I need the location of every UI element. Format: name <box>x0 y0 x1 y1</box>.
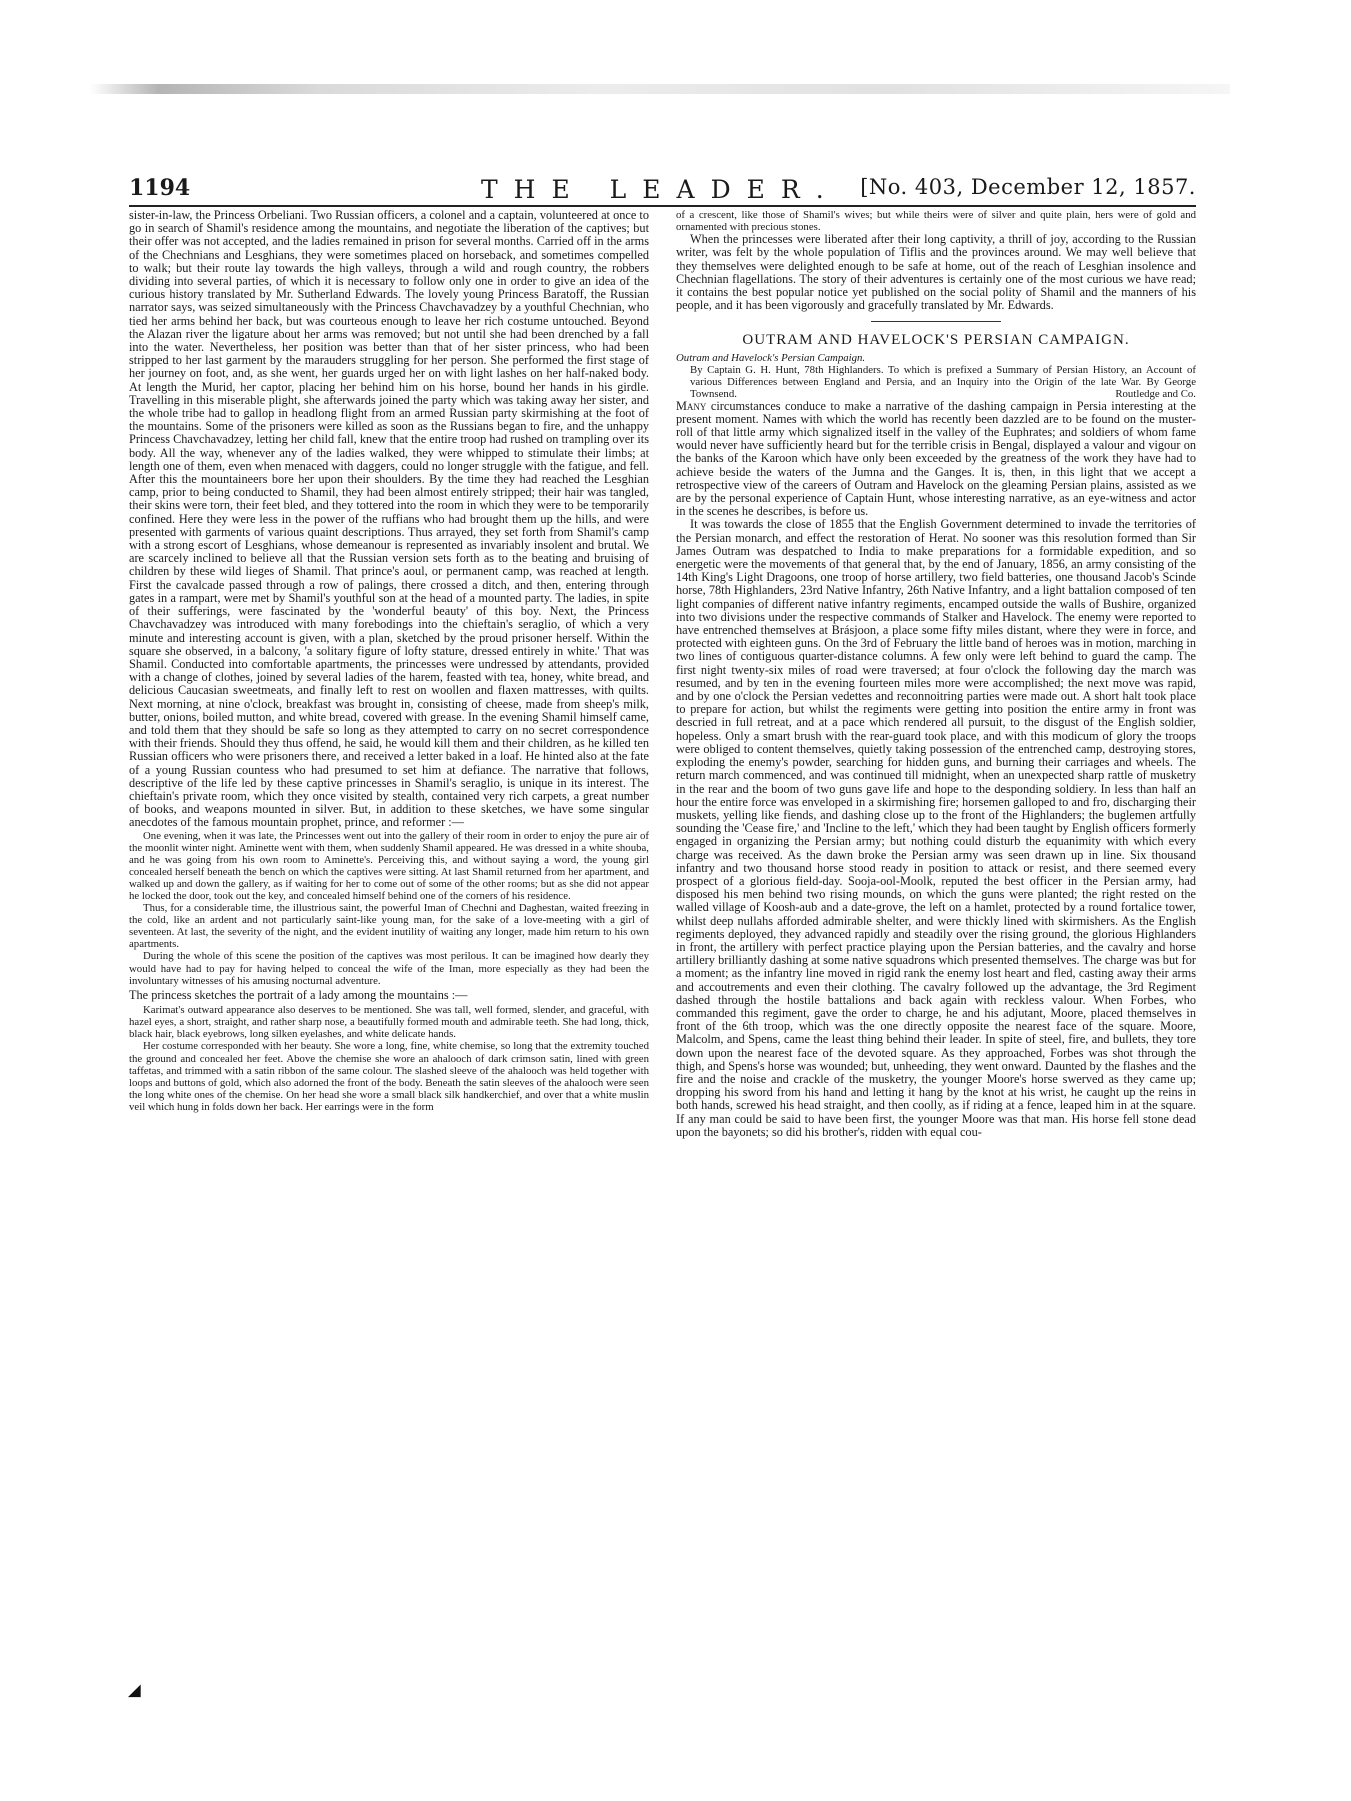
masthead <box>129 175 1196 205</box>
citation-publisher: Routledge and Co. <box>1115 387 1196 400</box>
newspaper-title: THE LEADER. <box>481 175 840 204</box>
scan-artifact <box>90 84 1230 94</box>
section-divider <box>871 321 1001 322</box>
karimat-quote <box>129 1004 649 1113</box>
opening-word: Many <box>676 398 707 413</box>
citation-details: By Captain G. H. Hunt, 78th Highlanders. To which is prefixed a Summary of Persian History, an Account of various Differences between England and Persia, and an Inquiry into the Origin of the late War. By George Townsend. <box>690 363 1196 400</box>
quote-continuation-text: of a crescent, like those of Shamil's wives; but while theirs were of silver and quite plain, hers were of gold and ornamented with precious stones. <box>676 209 1196 234</box>
article-paragraph-1 <box>676 400 1196 519</box>
quote-paragraph-2: Thus, for a considerable time, the illustrious saint, the powerful Iman of Chechni and Daghestan, waited freezing in the cold, like an ardent and not particularly saint-like young man, for the sake of a love-meeting with a girl of seventeen. At last, the severity of the night, and the evident inutility of waiting any longer, made him return to his own apartments. <box>129 902 649 951</box>
shamil-quote <box>129 830 649 987</box>
book-citation <box>676 352 1196 400</box>
citation-book-title: Outram and Havelock's Persian Campaign. <box>676 351 866 364</box>
left-paragraph-1: sister-in-law, the Princess Orbeliani. Two Russian officers, a colonel and a captain, volunteered at once to go in search of Shamil's residence among the mountains, and negotiate the liberation of the captives; but their offer was not accepted, and the ladies remained in prison for several months. Carried off in the arms of the Chechnians and Lesghians, they were sometimes placed on horseback, and sometimes compelled to walk; but their route lay towards the high valleys, through a wild and rough country, the robbers dividing into several parties, of which it is necessary to follow only one in order to give an idea of the curious history translated by Mr. Sutherland Edwards. The lovely young Princess Baratoff, the Russian narrator says, was seized simultaneously with the Princess Chavchavadzey by a youthful Chechnian, who tied her arms behind her back, but was courteous enough to leave her rich costume untouched. Beyond the Alazan river the ligature about her arms was removed; but not until she had been drenched by a fall into the water. Nevertheless, her position was better than that of her sister princess, who had been stripped to her last garment by the marauders struggling for her person. She performed the first stage of her journey on foot, and, as she went, her guards urged her on with light lashes on her half-naked body. At length the Murid, her captor, placing her behind him on his horse, bound her hands in his girdle. Travelling in this miserable plight, she afterwards joined the party which was taking away her sister, and the whole tribe had to gallop in headlong flight from an armed Russian party skirmishing at the foot of the mountains. Some of the prisoners were killed as soon as the Russians began to fire, and the unhappy Princess Chavchavadzey, letting her child fall, knew that the entire troop had rushed on trampling over its body. All the way, whenever any of the ladies walked, they were whipped to stimulate their limbs; at length one of them, even when menaced with daggers, could no longer struggle with the fatigue, and fell. After this the mountaineers bore her upon their shoulders. By the time they had reached the Lesghian camp, prior to being conducted to Shamil, they had been almost entirely stripped; their hair was tangled, their skins were torn, their feet bled, and they tottered into the room in which they were to be temporarily confined. Here they were less in the power of the ruffians who had brought them up the hills, and were presented with garments of various quaint descriptions. Thus arrayed, they set forth from Shamil's camp with a strong escort of Lesghians, whose demeanour is represented as invariably insolent and brutal. We are scarcely inclined to believe all that the Russian version sets forth as to the beating and bruising of children by these wild lieges of Shamil. That prince's aoul, or permanent camp, was reached at length. First the cavalcade passed through a row of palings, there crossed a ditch, and then, entering through gates in a rampart, were met by Shamil's youthful son at the head of a mounted party. The ladies, in spite of their sufferings, were fascinated by the 'wonderful beauty' of this boy. Next, the Princess Chavchavadzey was introduced with many forebodings into the chieftain's seraglio, of which a very minute and interesting account is given, with a plan, sketched by the proud prisoner herself. Within the square she observed, in a balcony, 'a solitary figure of lofty stature, dressed entirely in white.' That was Shamil. Conducted into comfortable apartments, the princesses were undressed by attendants, provided with a change of clothes, joined by several ladies of the harem, feasted with tea, honey, white bread, and delicious Caucasian sweetmeats, and finally left to rest on woollen and flaxen mattresses, with quilts. Next morning, at nine o'clock, breakfast was brought in, consisting of cheese, made from sheep's milk, butter, onions, boiled mutton, and white bread, covered with grease. In the evening Shamil himself came, and told them that they should be safe so long as they attempted to carry on no secret correspondence with their friends. Should they thus offend, he said, he would kill them and their children, as he killed ten Russian officers who were prisoners there, and received a letter baked in a loaf. He hinted also at the fate of a young Russian countess who had presumed to set him at defiance. The narrative that follows, descriptive of the life led by these captive princesses in Shamil's seraglio, is unique in its interest. The chieftain's private room, which they once visited by stealth, contained very rich carpets, a great number of books, and weapons mounted in silver. But, in addition to these sketches, we have some singular anecdotes of the famous mountain prophet, prince, and reformer :— <box>129 208 649 830</box>
quote-paragraph-5: Her costume corresponded with her beauty. She wore a long, fine, white chemise, so long that the extremity touched the ground and concealed her feet. Above the chemise she wore an ahalooch of dark crimson satin, lined with green taffetas, and trimmed with a satin ribbon of the same colour. The slashed sleeve of the ahalooch was held together with loops and buttons of gold, which also adorned the front of the body. Beneath the satin sleeves of the ahalooch were seen the long white ones of the chemise. On her head she wore a small black silk handkerchief, and over that a white muslin veil which hung in folds down her back. Her earrings were in the form <box>129 1040 649 1113</box>
article-headline: OUTRAM AND HAVELOCK'S PERSIAN CAMPAIGN. <box>742 332 1130 349</box>
quote-paragraph-3: During the whole of this scene the position of the captives was most perilous. It can be imagined how dearly they would have had to pay for having helped to conceal the wife of the Iman, more especially as they had been the involuntary witnesses of his amusing nocturnal adventure. <box>129 950 649 987</box>
left-column <box>129 209 649 1113</box>
closing-paragraph: When the princesses were liberated after their long captivity, a thrill of joy, according to the Russian writer, was felt by the whole population of Tiflis and the provinces around. We may well believe that they themselves were delighted enough to be safe at home, out of the reach of Lesghian insolence and Chechnian flagellations. The story of their adventures is certainly one of the most curious we have read; it contains the best popular notice yet published on the social polity of Shamil and the manners of his people, and it has been vigorously and gracefully translated by Mr. Edwards. <box>676 232 1196 313</box>
corner-mark <box>128 1684 147 1703</box>
masthead-rule <box>129 205 1196 207</box>
quote-paragraph-4: Karimat's outward appearance also deserves to be mentioned. She was tall, well formed, slender, and graceful, with hazel eyes, a short, straight, and rather sharp nose, a beautifully formed mouth and admirable teeth. She had long, thick, black hair, black eyebrows, long silken eyelashes, and white delicate hands. <box>129 1004 649 1041</box>
right-column <box>676 209 1196 1139</box>
quote-paragraph-1: One evening, when it was late, the Princesses went out into the gallery of their room in order to enjoy the pure air of the moonlit winter night. Aminette went with them, when suddenly Shamil appeared. He was dressed in a white shouba, and he was going from his own room to Aminette's. Perceiving this, and without saying a word, the young girl concealed herself beneath the bench on which the captives were sitting. At last Shamil returned from her apartment, and walked up and down the gallery, as if waiting for her to come out of some of the other rooms; but as she did not appear he locked the door, took out the key, and concealed himself behind one of the corners of his residence. <box>129 829 649 903</box>
karimat-lead-in: The princess sketches the portrait of a lady among the mountains :— <box>129 987 468 1002</box>
issue-line: [No. 403, December 12, 1857. <box>860 175 1196 199</box>
article-paragraph-2: It was towards the close of 1855 that the English Government determined to invade the territories of the Persian monarch, and effect the restoration of Herat. No sooner was this resolution formed than Sir James Outram was despatched to India to make preparations for a formidable expedition, and so energetic were the movements of that general that, by the end of January, 1856, an army consisting of the 14th King's Light Dragoons, one troop of horse artillery, two field batteries, one thousand Jacob's Scinde horse, 78th Highlanders, 23rd Native Infantry, 26th Native Infantry, and a light battalion composed of ten light companies of different native infantry regiments, encamped outside the walls of Bushire, organized into two divisions under the respective commands of Stalker and Havelock. The enemy were reported to have entrenched themselves at Brásjoon, a place some fifty miles distant, where they were in force, and protected with eighteen guns. On the 3rd of February the little band of heroes was in motion, marching in two lines of contiguous quarter-distance columns. A few only were left behind to guard the camp. The first night twenty-six miles of road were traversed; at four o'clock the following day the march was resumed, and by ten in the evening fourteen miles more were accomplished; the next move was rapid, and by one o'clock the Persian vedettes and reconnoitring parties were made out. A short halt took place to prepare for action, but whilst the regiments were getting into position the entire army in front was descried in full retreat, and at a pace which rendered all pursuit, to the disgust of the English soldier, hopeless. Only a smart brush with the rear-guard took place, and with this modicum of glory the troops were obliged to content themselves, quietly taking possession of the entrenched camp, destroying stores, exploding the enemy's powder, searching for hidden guns, and burning their carriages and wheels. The return march commenced, and was continued till midnight, when an unexpected sharp rattle of musketry in the rear and the boom of two guns gave life and hope to the desponding soldiery. In less than half an hour the entire force was enveloped in a skirmishing fire; horsemen galloped to and fro, discharging their muskets, yelling like fiends, and dashing close up to the front of the Highlanders; the buglemen artfully sounding the 'Cease fire,' and 'Incline to the left,' which they had been taught by English officers formerly engaged in organizing the Persian army; but nothing could disturb the equanimity with which every charge was received. As the dawn broke the Persian army was seen drawn up in line. Six thousand infantry and two thousand horse stood ready in position to attack or resist, and there seemed every prospect of a glorious field-day. Sooja-ool-Moolk, reputed the best officer in the Persian army, had disposed his men behind two rising mounds, on which the guns were planted; the right rested on the walled village of Koosh-aub and a date-grove, the left on a hamlet, protected by a round fortalice tower, whilst deep nullahs afforded admirable shelter, and were thickly lined with skirmishers. As the English regiments deployed, they advanced rapidly and steadily over the rising ground, the glorious Highlanders in front, the artillery with perfect practice playing upon the Persian batteries, and the cavalry and horse artillery brilliantly dashing at some native squadrons which presented themselves. The charge was but for a moment; as the infantry line moved in rigid rank the enemy lost heart and fled, casting away their arms and accoutrements and even their clothing. The cavalry followed up the advantage, the 3rd Regiment dashed through the hostile battalions and back again with reckless valour. When Forbes, who commanded this regiment, gave the order to charge, he and his adjutant, Moore, placed themselves in front of the 6th troop, which was the one directly opposite the nearest face of the square. Moore, Malcolm, and Spens, came the least thing behind their leader. In spite of steel, fire, and bullets, they tore down upon the nearest face of the devoted square. As they approached, Forbes was shot through the thigh, and Spens's horse was wounded; but, unheeding, they went onward. Daunted by the flashes and the fire and the noise and crackle of the musketry, the younger Moore's horse swerved as they came up; dropping his sword from his hand and letting it hang by the knot at his wrist, he caught up the reins in both hands, screwed his head straight, and then coolly, as if riding at a fence, leaped him in at the square. If any man could be said to have been first, the younger Moore was that man. His horse fell stone dead upon the bayonets; so did his brother's, ridden with equal cou- <box>676 517 1196 1139</box>
quote-continuation <box>676 209 1196 233</box>
page-number: 1194 <box>129 175 191 201</box>
article-paragraph-1-text: circumstances conduce to make a narrative of the dashing campaign in Persia interesting at the present moment. Names with which the world has recently been dazzled are to be found on the muster-roll of that little army which signalized itself in the valley of the Euphrates; and soldiers of whom fame would never have sufficiently heard but for the terrible crisis in Bengal, displayed a valour and vigour on the banks of the Karoon which have only been exceeded by the greatness of the work they have had to achieve beside the waters of the Jumna and the Ganges. It is, then, in this light that we accept a retrospective view of the careers of Outram and Havelock on the gleaming Persian plains, assisted as we are by the personal experience of Captain Hunt, whose interesting narrative, as an eye-witness and actor in the scenes he describes, is before us. <box>676 398 1197 519</box>
